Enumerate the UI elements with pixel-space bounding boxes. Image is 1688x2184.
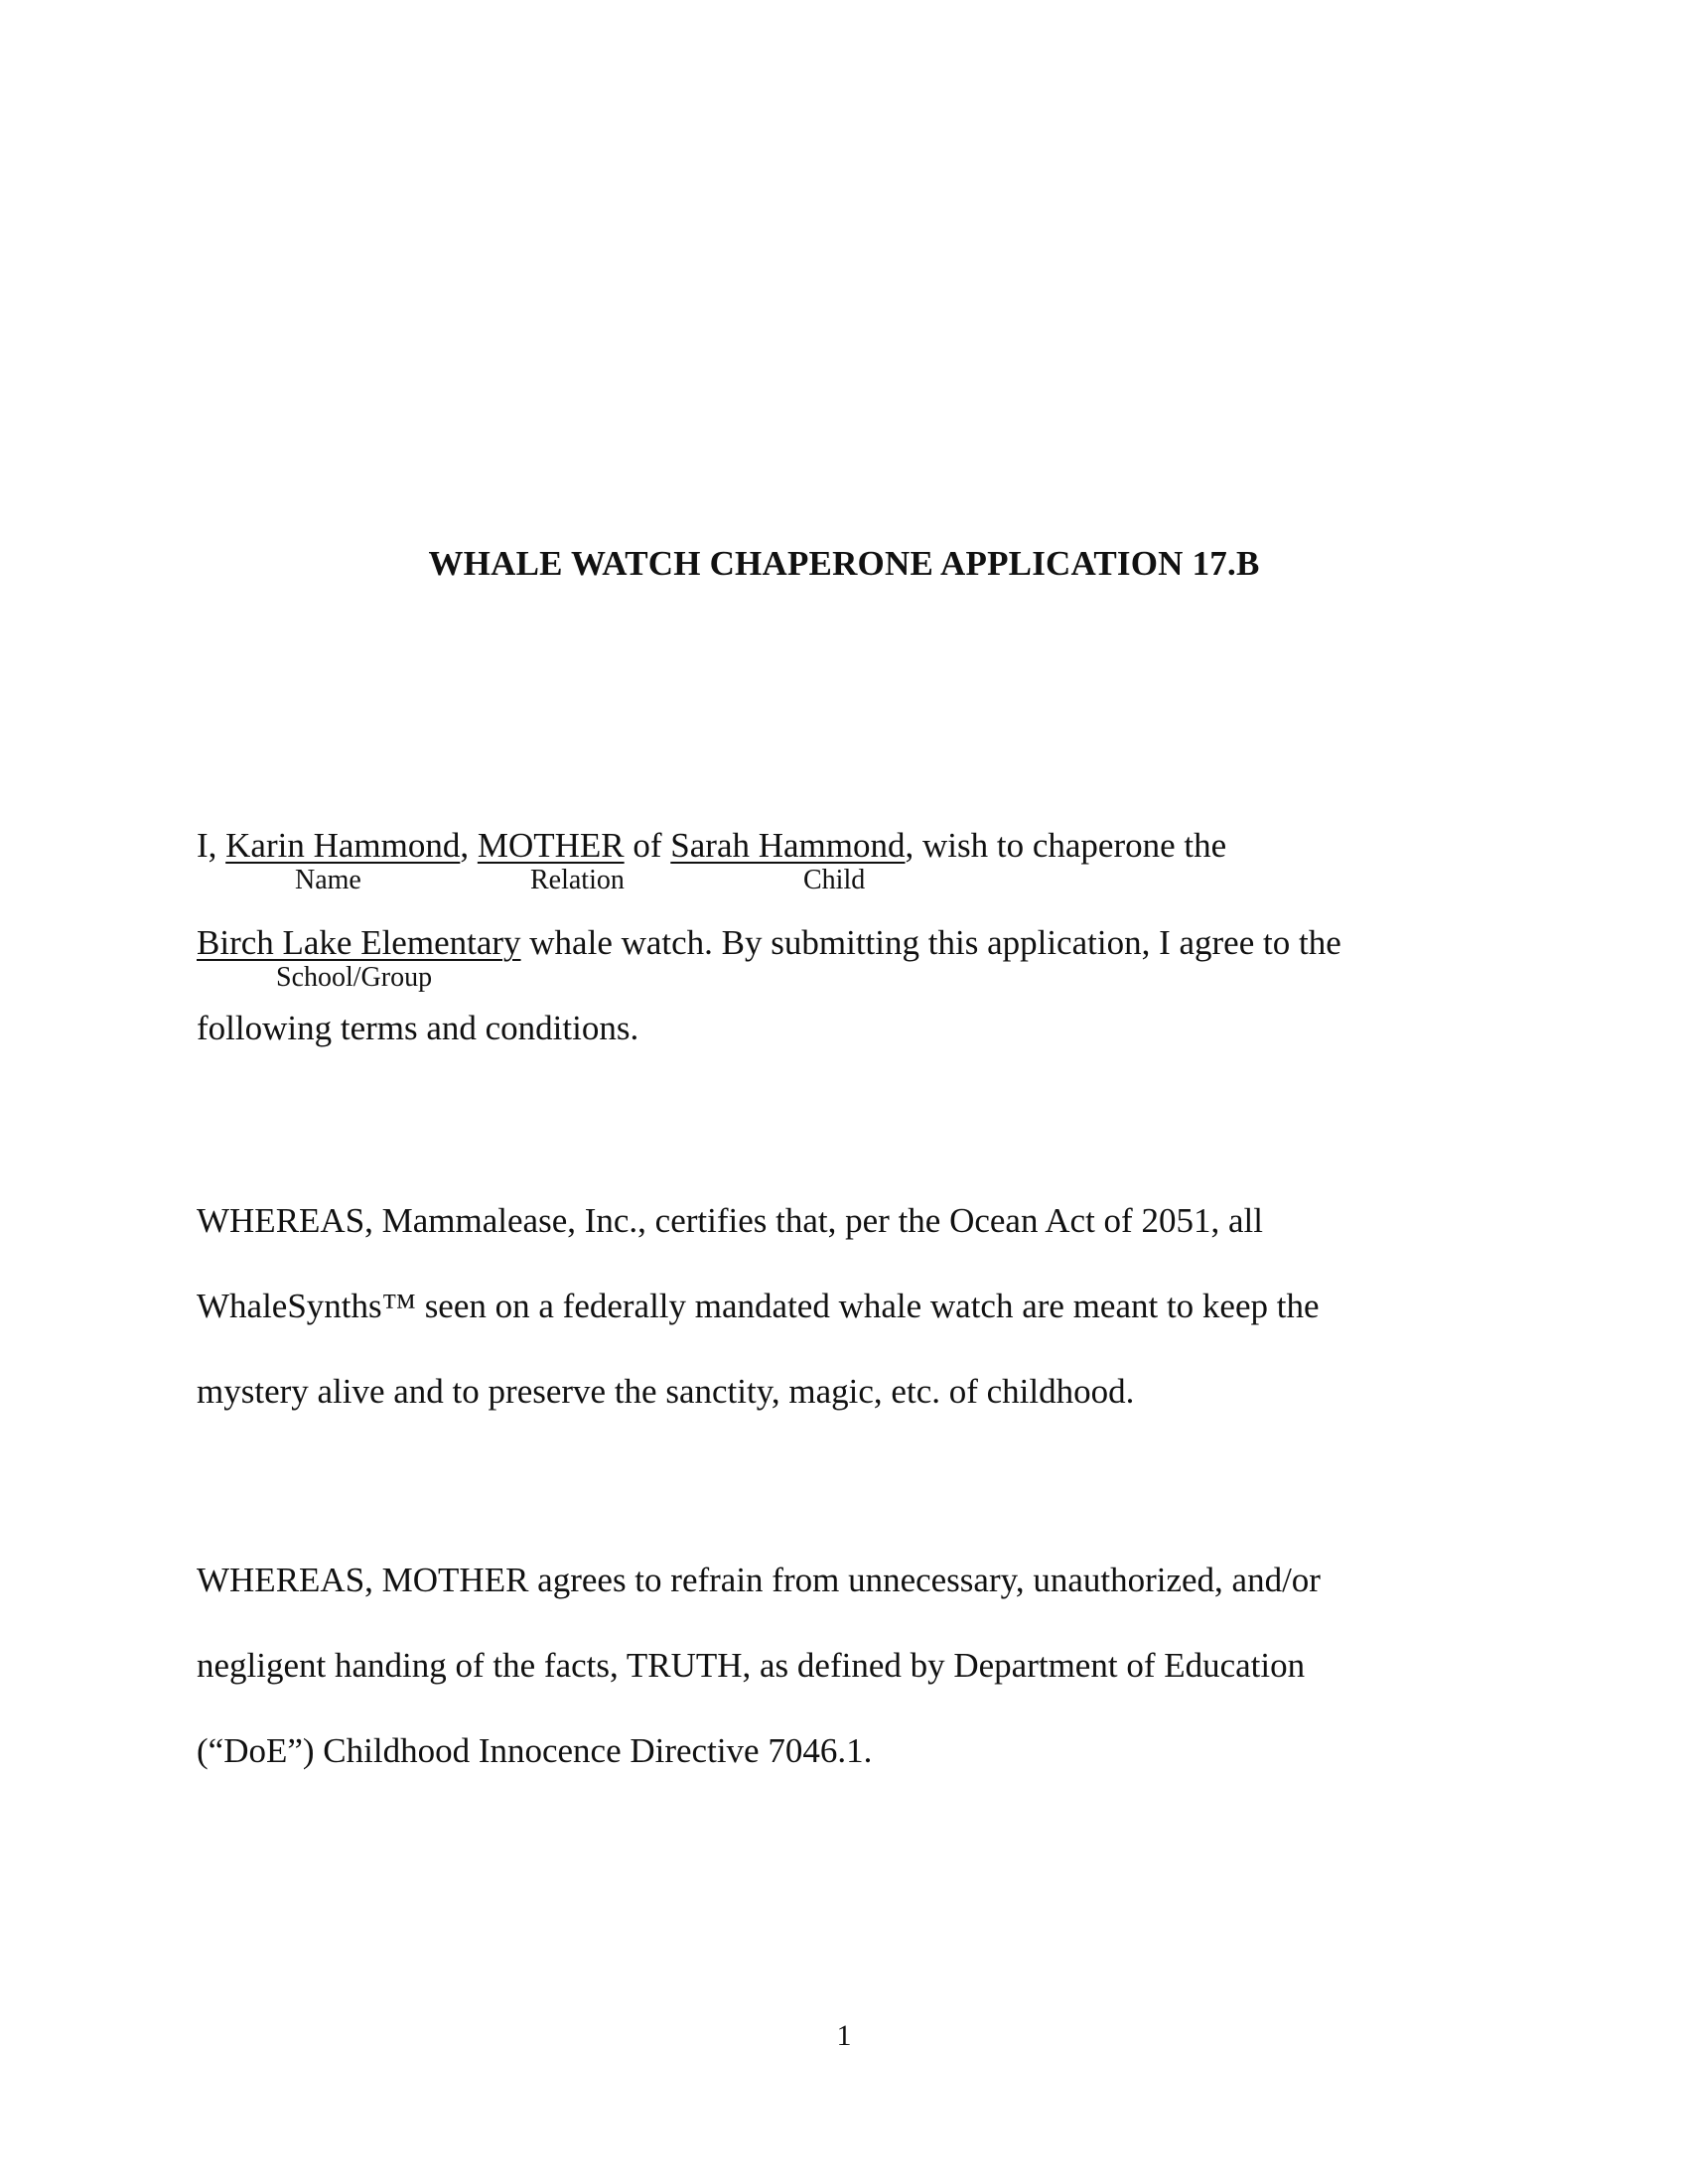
intro-separator-1: , — [460, 826, 478, 865]
intro-line-3: following terms and conditions. — [197, 1009, 639, 1047]
caption-relation: Relation — [530, 865, 625, 895]
page-number: 1 — [836, 2019, 852, 2052]
clause-1-line-2: WhaleSynths™ seen on a federally mandated whale watch are meant to keep the — [197, 1287, 1320, 1325]
intro-separator-2: of — [624, 826, 671, 865]
clause-2-line-2: negligent handing of the facts, TRUTH, as defined by Department of Education — [197, 1646, 1306, 1685]
clause-1-line-3: mystery alive and to preserve the sanctity, magic, etc. of childhood. — [197, 1372, 1135, 1411]
clause-1-line-1: WHEREAS, Mammalease, Inc., certifies that, per the Ocean Act of 2051, all — [197, 1201, 1263, 1240]
intro-prefix: I, — [197, 826, 226, 865]
applicant-name-field: Karin Hammond — [225, 826, 461, 865]
intro-line-1 — [197, 826, 1226, 866]
caption-child: Child — [803, 865, 866, 895]
clause-2-line-3: (“DoE”) Childhood Innocence Directive 7046.1. — [197, 1731, 873, 1770]
child-name-field: Sarah Hammond — [670, 826, 906, 865]
intro-line-2 — [197, 923, 1341, 963]
relation-field: MOTHER — [477, 826, 625, 865]
clause-2-line-1: WHEREAS, MOTHER agrees to refrain from unnecessary, unauthorized, and/or — [197, 1561, 1321, 1599]
school-group-field: Birch Lake Elementary — [197, 923, 521, 962]
document-title: WHALE WATCH CHAPERONE APPLICATION 17.B — [428, 544, 1260, 583]
caption-school-group: School/Group — [276, 962, 433, 993]
caption-name: Name — [295, 865, 361, 895]
intro-line-2-suffix: whale watch. By submitting this application, I agree to the — [520, 923, 1341, 962]
intro-suffix: , wish to chaperone the — [905, 826, 1227, 865]
